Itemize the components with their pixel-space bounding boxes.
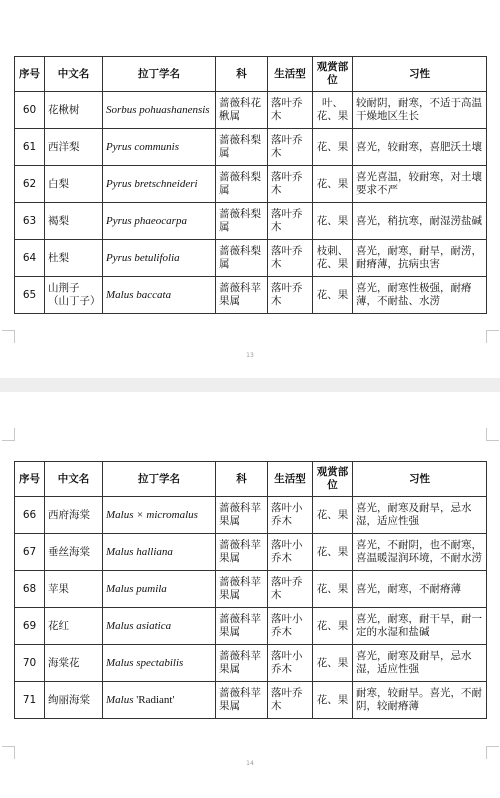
cell-ornamental-part: 花、果 — [313, 166, 353, 203]
cell-ornamental-part: 花、果 — [313, 497, 353, 534]
table-row — [15, 534, 487, 571]
page-number: 14 — [246, 760, 254, 767]
cell-family: 蔷薇科苹果属 — [216, 571, 268, 608]
cell-family: 蔷薇科苹果属 — [216, 277, 268, 314]
crop-mark — [486, 330, 499, 343]
crop-mark — [2, 330, 15, 343]
header-life-form: 生活型 — [268, 462, 313, 497]
page-number: 13 — [246, 352, 254, 359]
cell-no: 70 — [15, 645, 45, 682]
cell-ornamental-part: 花、果 — [313, 571, 353, 608]
cell-chinese-name: 山荆子（山丁子） — [45, 277, 103, 314]
cell-family: 蔷薇科花楸属 — [216, 92, 268, 129]
table-row — [15, 645, 487, 682]
cell-family: 蔷薇科梨属 — [216, 203, 268, 240]
cell-no: 65 — [15, 277, 45, 314]
cell-ornamental-part: 花、果 — [313, 608, 353, 645]
header-chinese-name: 中文名 — [45, 462, 103, 497]
cell-chinese-name: 白梨 — [45, 166, 103, 203]
cell-family: 蔷薇科苹果属 — [216, 645, 268, 682]
cell-no: 67 — [15, 534, 45, 571]
table-row — [15, 571, 487, 608]
cell-no: 62 — [15, 166, 45, 203]
header-life-form: 生活型 — [268, 57, 313, 92]
crop-mark — [486, 746, 499, 759]
cell-ornamental-part: 叶、花、果 — [313, 92, 353, 129]
cell-life-form: 落叶乔木 — [268, 203, 313, 240]
cell-habit: 喜光，耐寒性极强，耐瘠薄，不耐盐、水涝 — [353, 277, 487, 314]
cell-life-form: 落叶乔木 — [268, 571, 313, 608]
document-page-13 — [0, 0, 500, 378]
cell-habit: 喜光，稍抗寒，耐湿涝盐碱 — [353, 203, 487, 240]
cell-family: 蔷薇科苹果属 — [216, 682, 268, 719]
cell-life-form: 落叶乔木 — [268, 129, 313, 166]
cell-no: 64 — [15, 240, 45, 277]
cell-chinese-name: 绚丽海棠 — [45, 682, 103, 719]
cell-no: 60 — [15, 92, 45, 129]
cell-family: 蔷薇科苹果属 — [216, 608, 268, 645]
cell-latin-name: Pyrus betulifolia — [103, 240, 216, 277]
cell-habit: 喜光，耐寒及耐旱，忌水湿，适应性强 — [353, 497, 487, 534]
cell-life-form: 落叶乔木 — [268, 240, 313, 277]
cell-life-form: 落叶乔木 — [268, 682, 313, 719]
header-family: 科 — [216, 57, 268, 92]
table-row — [15, 240, 487, 277]
cell-no: 69 — [15, 608, 45, 645]
cell-chinese-name: 苹果 — [45, 571, 103, 608]
cell-latin-name: Pyrus bretschneideri — [103, 166, 216, 203]
cell-ornamental-part: 花、果 — [313, 129, 353, 166]
crop-mark — [486, 428, 499, 441]
table-row — [15, 92, 487, 129]
cell-habit: 喜光，耐寒及耐旱，忌水湿，适应性强 — [353, 645, 487, 682]
cell-latin-name: Malus baccata — [103, 277, 216, 314]
header-latin-name: 拉丁学名 — [103, 57, 216, 92]
cell-no: 68 — [15, 571, 45, 608]
cell-no: 66 — [15, 497, 45, 534]
cell-ornamental-part: 花、果 — [313, 682, 353, 719]
cell-habit: 喜光，不耐阴，也不耐寒，喜温暖湿润环境，不耐水涝 — [353, 534, 487, 571]
cell-chinese-name: 花楸树 — [45, 92, 103, 129]
cell-ornamental-part: 花、果 — [313, 645, 353, 682]
latin-cultivar: 'Radiant' — [136, 693, 175, 706]
cell-chinese-name: 西洋梨 — [45, 129, 103, 166]
cell-chinese-name: 杜梨 — [45, 240, 103, 277]
cell-ornamental-part: 花、果 — [313, 277, 353, 314]
cell-chinese-name: 褐梨 — [45, 203, 103, 240]
table-row — [15, 682, 487, 719]
cell-family: 蔷薇科苹果属 — [216, 497, 268, 534]
cell-latin-name: Malus pumila — [103, 571, 216, 608]
cell-family: 蔷薇科苹果属 — [216, 534, 268, 571]
table-row — [15, 608, 487, 645]
cell-life-form: 落叶乔木 — [268, 277, 313, 314]
table-row — [15, 129, 487, 166]
cell-latin-name: Sorbus pohuashanensis — [103, 92, 216, 129]
cell-life-form: 落叶乔木 — [268, 166, 313, 203]
header-no: 序号 — [15, 462, 45, 497]
cell-no: 71 — [15, 682, 45, 719]
cell-latin-name: Malus spectabilis — [103, 645, 216, 682]
header-habit: 习性 — [353, 462, 487, 497]
header-ornamental-part: 观赏部位 — [313, 57, 353, 92]
cell-ornamental-part: 枝刺、花、果 — [313, 240, 353, 277]
cell-latin-name: Malus × micromalus — [103, 497, 216, 534]
cell-family: 蔷薇科梨属 — [216, 129, 268, 166]
plant-table — [14, 461, 487, 719]
cell-habit: 喜光，耐寒，耐干旱，耐一定的水湿和盐碱 — [353, 608, 487, 645]
document-page-14 — [0, 392, 500, 798]
cell-latin-name: Pyrus communis — [103, 129, 216, 166]
table-header-row — [15, 462, 487, 497]
cell-life-form: 落叶小乔木 — [268, 608, 313, 645]
table-header-row — [15, 57, 487, 92]
cell-latin-name — [103, 682, 216, 719]
cell-habit: 喜光喜温，较耐寒，对土壤要求不严 — [353, 166, 487, 203]
header-chinese-name: 中文名 — [45, 57, 103, 92]
cell-habit: 喜光，较耐寒，喜肥沃土壤 — [353, 129, 487, 166]
table-row — [15, 166, 487, 203]
cell-family: 蔷薇科梨属 — [216, 240, 268, 277]
cell-life-form: 落叶乔木 — [268, 92, 313, 129]
cell-no: 63 — [15, 203, 45, 240]
cell-ornamental-part: 花、果 — [313, 203, 353, 240]
latin-genus: Malus — [106, 693, 134, 706]
header-ornamental-part: 观赏部位 — [313, 462, 353, 497]
crop-mark — [2, 746, 15, 759]
plant-table — [14, 56, 487, 314]
cell-latin-name: Malus halliana — [103, 534, 216, 571]
table-row — [15, 497, 487, 534]
header-family: 科 — [216, 462, 268, 497]
cell-life-form: 落叶小乔木 — [268, 497, 313, 534]
cell-latin-name: Pyrus phaeocarpa — [103, 203, 216, 240]
cell-family: 蔷薇科梨属 — [216, 166, 268, 203]
cell-chinese-name: 垂丝海棠 — [45, 534, 103, 571]
cell-life-form: 落叶小乔木 — [268, 645, 313, 682]
cell-habit: 喜光，耐寒，耐旱，耐涝，耐瘠薄，抗病虫害 — [353, 240, 487, 277]
header-habit: 习性 — [353, 57, 487, 92]
cell-latin-name: Malus asiatica — [103, 608, 216, 645]
header-no: 序号 — [15, 57, 45, 92]
cell-life-form: 落叶小乔木 — [268, 534, 313, 571]
cell-chinese-name: 海棠花 — [45, 645, 103, 682]
cell-chinese-name: 花红 — [45, 608, 103, 645]
table-row — [15, 277, 487, 314]
table-row — [15, 203, 487, 240]
cell-ornamental-part: 花、果 — [313, 534, 353, 571]
crop-mark — [2, 428, 15, 441]
cell-habit: 较耐阴，耐寒，不适于高温干燥地区生长 — [353, 92, 487, 129]
cell-no: 61 — [15, 129, 45, 166]
cell-chinese-name: 西府海棠 — [45, 497, 103, 534]
header-latin-name: 拉丁学名 — [103, 462, 216, 497]
cell-habit: 耐寒，较耐旱。喜光，不耐阴，较耐瘠薄 — [353, 682, 487, 719]
cell-habit: 喜光，耐寒，不耐瘠薄 — [353, 571, 487, 608]
